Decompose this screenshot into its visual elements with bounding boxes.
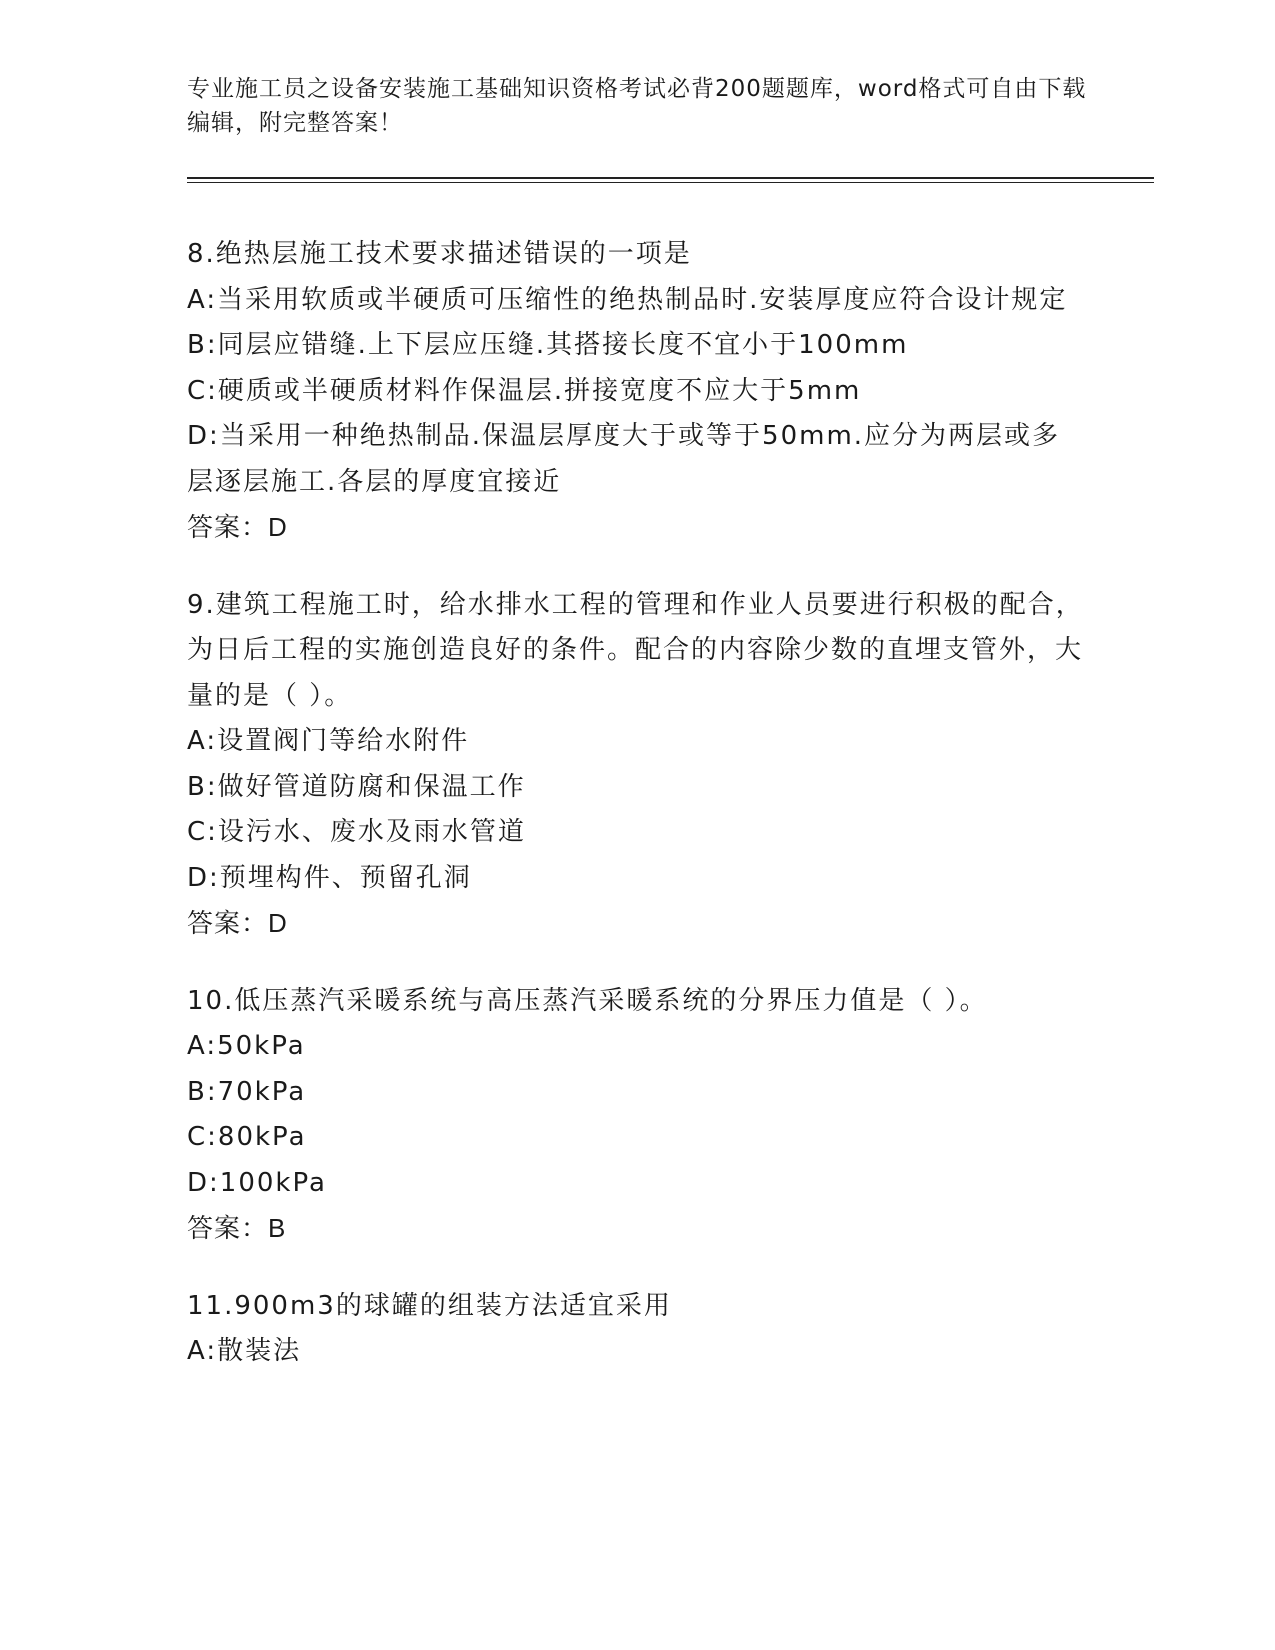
option-c: C:80kPa	[187, 1122, 307, 1152]
option-a: A:散装法	[187, 1336, 302, 1366]
option-a: A:50kPa	[187, 1031, 306, 1061]
option-a: A:当采用软质或半硬质可压缩性的绝热制品时.安装厚度应符合设计规定	[187, 284, 1068, 315]
document-header: 专业施工员之设备安装施工基础知识资格考试必背200题题库，word格式可自由下载编辑，附完整答案！	[187, 76, 1087, 136]
answer-line: 答案：B	[187, 1213, 287, 1243]
question-stem: 11.900m3的球罐的组装方法适宜采用	[187, 1290, 672, 1321]
question-10	[187, 979, 1087, 1252]
option-a: A:设置阀门等给水附件	[187, 726, 470, 756]
answer-line: 答案：D	[187, 908, 288, 938]
question-list	[187, 232, 1087, 1407]
answer-line: 答案：D	[187, 512, 288, 542]
question-8	[187, 232, 1087, 551]
option-d: D:预埋构件、预留孔洞	[187, 862, 472, 893]
option-c: C:设污水、废水及雨水管道	[187, 817, 526, 847]
question-stem: 10.低压蒸汽采暖系统与高压蒸汽采暖系统的分界压力值是（ ）。	[187, 985, 988, 1016]
option-b: B:同层应错缝.上下层应压缝.其搭接长度不宜小于100mm	[187, 330, 909, 360]
question-stem: 8.绝热层施工技术要求描述错误的一项是	[187, 239, 692, 269]
option-b: B:做好管道防腐和保温工作	[187, 771, 526, 802]
header-divider-thick	[187, 177, 1154, 179]
question-11	[187, 1284, 1087, 1375]
question-stem: 9.建筑工程施工时，给水排水工程的管理和作业人员要进行积极的配合，为日后工程的实施创造良好的条件。配合的内容除少数的直埋支管外，大量的是（ ）。	[187, 589, 1084, 711]
option-d: D:当采用一种绝热制品.保温层厚度大于或等于50mm.应分为两层或多层逐层施工.各层的厚度宜接近	[187, 421, 1061, 497]
option-c: C:硬质或半硬质材料作保温层.拼接宽度不应大于5mm	[187, 375, 862, 406]
question-9	[187, 583, 1087, 947]
option-b: B:70kPa	[187, 1076, 307, 1107]
header-divider-thin	[187, 182, 1154, 183]
option-d: D:100kPa	[187, 1167, 327, 1198]
